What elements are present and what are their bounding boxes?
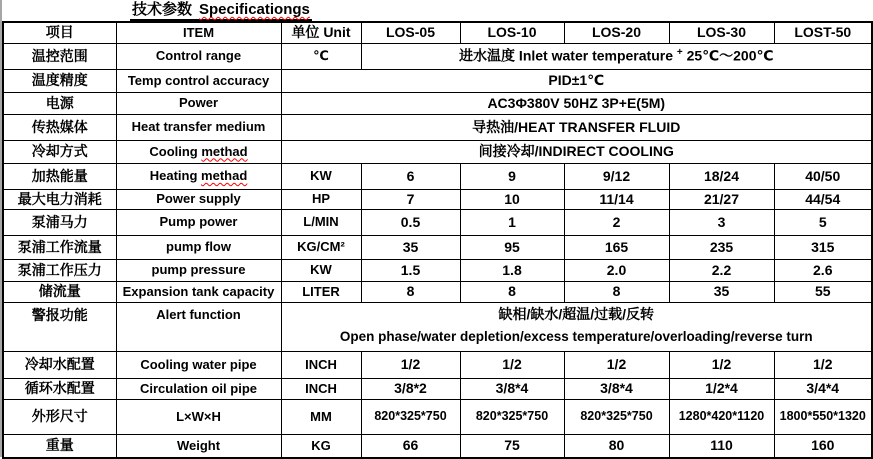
value-cell: 18/24 bbox=[669, 163, 774, 189]
header-unit: 单位 Unit bbox=[281, 22, 361, 43]
page-title-underline bbox=[130, 1, 312, 21]
value-cell: 3 bbox=[669, 209, 774, 235]
row-label-cn: 泵浦工作压力 bbox=[3, 259, 116, 281]
row-label-cn: 警报功能 bbox=[3, 302, 116, 351]
value-cell: 6 bbox=[361, 163, 460, 189]
unit-cell: INCH bbox=[281, 378, 361, 399]
table-row bbox=[3, 259, 872, 281]
value-cell: 3/8*2 bbox=[361, 378, 460, 399]
value-cell: 66 bbox=[361, 434, 460, 458]
header-item-cn: 项目 bbox=[3, 22, 116, 43]
value-cell: 21/27 bbox=[669, 189, 774, 209]
unit-cell: KG/CM² bbox=[281, 235, 361, 259]
header-model-los-10: LOS-10 bbox=[460, 22, 564, 43]
row-label-cn: 储流量 bbox=[3, 281, 116, 302]
value-cell: 9/12 bbox=[564, 163, 669, 189]
row-label-en: pump flow bbox=[116, 235, 281, 259]
value-cell: 3/4*4 bbox=[774, 378, 872, 399]
header-model-los-20: LOS-20 bbox=[564, 22, 669, 43]
table-row bbox=[3, 69, 872, 92]
value-cell: 8 bbox=[361, 281, 460, 302]
table-row bbox=[3, 114, 872, 140]
row-label-cn: 循环水配置 bbox=[3, 378, 116, 399]
alert-line: 缺相/缺水/超温/过载/反转 bbox=[498, 305, 655, 322]
row-label-cn: 泵浦工作流量 bbox=[3, 235, 116, 259]
row-label-en bbox=[116, 140, 281, 163]
value-cell: 55 bbox=[774, 281, 872, 302]
table-row bbox=[3, 189, 872, 209]
text-part: + bbox=[676, 47, 683, 59]
value-cell: 235 bbox=[669, 235, 774, 259]
unit-cell: INCH bbox=[281, 351, 361, 378]
table-row bbox=[3, 140, 872, 163]
row-label-cn: 电源 bbox=[3, 92, 116, 114]
row-label-en: L×W×H bbox=[116, 399, 281, 434]
row-label-en: Expansion tank capacity bbox=[116, 281, 281, 302]
value-cell: 1/2 bbox=[460, 351, 564, 378]
row-label-en: Pump power bbox=[116, 209, 281, 235]
value-cell: 10 bbox=[460, 189, 564, 209]
value-cell: 1 bbox=[460, 209, 564, 235]
value-cell: 1280*420*1120 bbox=[669, 399, 774, 434]
header-model-lost-50: LOST-50 bbox=[774, 22, 872, 43]
value-cell: 820*325*750 bbox=[460, 399, 564, 434]
table-row bbox=[3, 163, 872, 189]
table-row bbox=[3, 399, 872, 434]
page-title bbox=[0, 0, 873, 21]
value-cell: 11/14 bbox=[564, 189, 669, 209]
table-row bbox=[3, 378, 872, 399]
row-label-en: Control range bbox=[116, 43, 281, 69]
misspelled-word: methad bbox=[201, 168, 248, 184]
value-cell: 1/2 bbox=[774, 351, 872, 378]
value-cell: 44/54 bbox=[774, 189, 872, 209]
value-cell: 5 bbox=[774, 209, 872, 235]
row-label-en: pump pressure bbox=[116, 259, 281, 281]
row-label-cn: 温度精度 bbox=[3, 69, 116, 92]
row-label-en: Circulation oil pipe bbox=[116, 378, 281, 399]
row-label-cn: 加热能量 bbox=[3, 163, 116, 189]
value-cell: 820*325*750 bbox=[564, 399, 669, 434]
value-cell: 9 bbox=[460, 163, 564, 189]
row-label-cn: 冷却方式 bbox=[3, 140, 116, 163]
value-cell: 0.5 bbox=[361, 209, 460, 235]
value-cell: 1800*550*1320 bbox=[774, 399, 872, 434]
row-label-en: Alert function bbox=[116, 302, 281, 351]
value-cell: 80 bbox=[564, 434, 669, 458]
table-row bbox=[3, 434, 872, 458]
value-cell: 315 bbox=[774, 235, 872, 259]
value-cell: 2.0 bbox=[564, 259, 669, 281]
row-label-en: Weight bbox=[116, 434, 281, 458]
merged-value: PID±1℃ bbox=[281, 69, 872, 92]
merged-value: 导热油/HEAT TRANSFER FLUID bbox=[281, 114, 872, 140]
table-row bbox=[3, 302, 872, 351]
unit-cell: KG bbox=[281, 434, 361, 458]
table-row bbox=[3, 281, 872, 302]
value-cell: 3/8*4 bbox=[460, 378, 564, 399]
value-cell: 165 bbox=[564, 235, 669, 259]
unit-cell: L/MIN bbox=[281, 209, 361, 235]
value-cell: 160 bbox=[774, 434, 872, 458]
value-cell: 1/2*4 bbox=[669, 378, 774, 399]
unit-cell: HP bbox=[281, 189, 361, 209]
table-row bbox=[3, 43, 872, 69]
table-row bbox=[3, 235, 872, 259]
merged-value bbox=[361, 43, 872, 69]
value-cell: 2.6 bbox=[774, 259, 872, 281]
text-part: 进水温度 Inlet water temperature bbox=[459, 47, 677, 64]
value-cell: 2 bbox=[564, 209, 669, 235]
text-part: Heating bbox=[149, 168, 202, 184]
row-label-en: Power bbox=[116, 92, 281, 114]
value-cell: 95 bbox=[460, 235, 564, 259]
table-row bbox=[3, 351, 872, 378]
value-cell: 3/8*4 bbox=[564, 378, 669, 399]
merged-value: AC3Φ380V 50HZ 3P+E(5M) bbox=[281, 92, 872, 114]
value-cell: 8 bbox=[460, 281, 564, 302]
value-cell: 110 bbox=[669, 434, 774, 458]
header-model-los-05: LOS-05 bbox=[361, 22, 460, 43]
misspelled-word: methad bbox=[201, 143, 248, 159]
value-cell: 820*325*750 bbox=[361, 399, 460, 434]
value-cell: 8 bbox=[564, 281, 669, 302]
value-cell: 1/2 bbox=[669, 351, 774, 378]
row-label-en: Cooling water pipe bbox=[116, 351, 281, 378]
unit-cell: ℃ bbox=[281, 43, 361, 69]
title-en-misspelled: Specificationgs bbox=[199, 1, 310, 18]
value-cell: 40/50 bbox=[774, 163, 872, 189]
spec-table bbox=[2, 21, 873, 459]
unit-cell: LITER bbox=[281, 281, 361, 302]
value-cell: 1.8 bbox=[460, 259, 564, 281]
value-cell: 1.5 bbox=[361, 259, 460, 281]
header-item-en: ITEM bbox=[116, 22, 281, 43]
row-label-cn: 冷却水配置 bbox=[3, 351, 116, 378]
table-row bbox=[3, 22, 872, 43]
alert-line: Open phase/water depletion/excess temperature/overloading/reverse turn bbox=[339, 329, 813, 345]
row-label-en: Power supply bbox=[116, 189, 281, 209]
row-label-en: Temp control accuracy bbox=[116, 69, 281, 92]
row-label-cn: 外形尺寸 bbox=[3, 399, 116, 434]
value-cell: 7 bbox=[361, 189, 460, 209]
table-row bbox=[3, 209, 872, 235]
value-cell: 2.2 bbox=[669, 259, 774, 281]
unit-cell: KW bbox=[281, 163, 361, 189]
row-label-en bbox=[116, 163, 281, 189]
value-cell: 75 bbox=[460, 434, 564, 458]
row-label-cn: 温控范围 bbox=[3, 43, 116, 69]
merged-value-alert bbox=[281, 302, 872, 351]
unit-cell: KW bbox=[281, 259, 361, 281]
row-label-cn: 传热媒体 bbox=[3, 114, 116, 140]
table-row bbox=[3, 92, 872, 114]
row-label-cn: 最大电力消耗 bbox=[3, 189, 116, 209]
row-label-cn: 重量 bbox=[3, 434, 116, 458]
unit-cell: MM bbox=[281, 399, 361, 434]
row-label-en: Heat transfer medium bbox=[116, 114, 281, 140]
value-cell: 35 bbox=[669, 281, 774, 302]
header-model-los-30: LOS-30 bbox=[669, 22, 774, 43]
merged-value: 间接冷却/INDIRECT COOLING bbox=[281, 140, 872, 163]
value-cell: 35 bbox=[361, 235, 460, 259]
title-cn: 技术参数 bbox=[132, 1, 193, 18]
window-edge bbox=[0, 0, 2, 457]
row-label-cn: 泵浦马力 bbox=[3, 209, 116, 235]
value-cell: 1/2 bbox=[564, 351, 669, 378]
value-cell: 1/2 bbox=[361, 351, 460, 378]
text-part: Cooling bbox=[149, 143, 202, 159]
text-part: 25℃～200℃ bbox=[682, 47, 774, 64]
